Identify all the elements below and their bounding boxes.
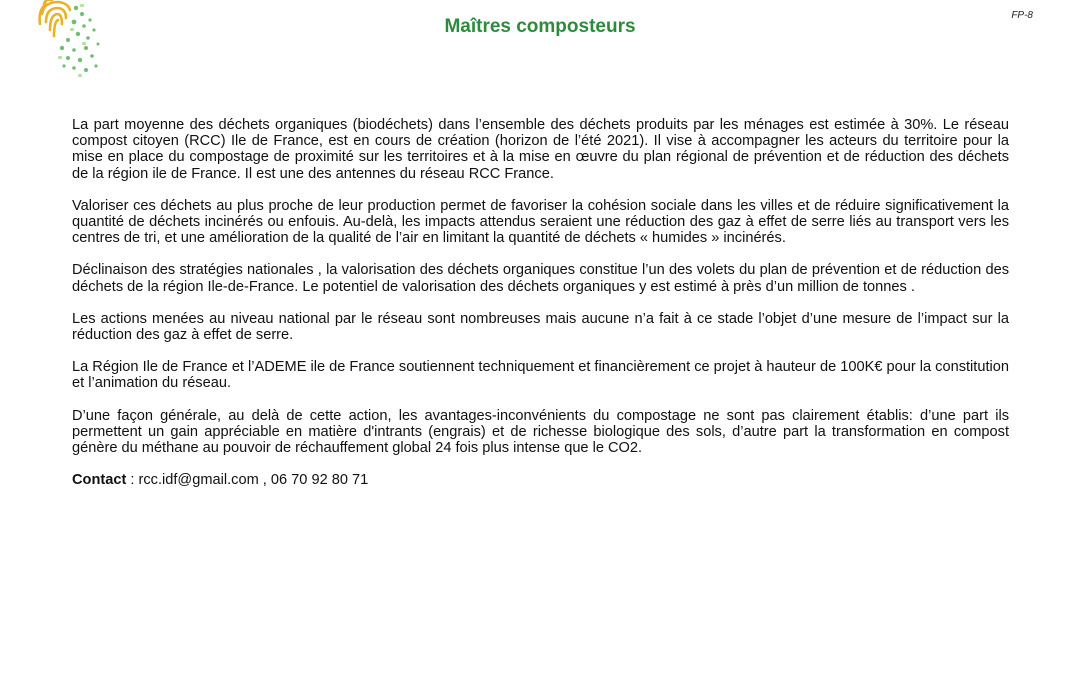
paragraph-national-actions: Les actions menées au niveau national par le réseau sont nombreuses mais aucune n’a fait à ce stade l’objet d’une mesure de l’impact sur la réduction des gaz à effet de serre. — [72, 310, 1009, 344]
paragraph-strategies: Déclinaison des stratégies nationales , la valorisation des déchets organiques constitue l’un des volets du plan de prévention et de réduction des déchets de la région Ile-de-France. Le potentiel de valorisation des déchets organiques y est estimé à près d’un million de tonnes . — [72, 262, 1009, 295]
document-reference: FP-8 — [1011, 10, 1033, 21]
contact-separator: : — [126, 472, 139, 489]
document-body — [72, 117, 1009, 488]
paragraph-pros-cons: D’une façon générale, au delà de cette action, les avantages-inconvénients du compostage ne sont pas clairement établis: d’une part ils permettent un gain appréciable en matière d'intrants (engrais) et de richesse biologique des sols, d’autre part la transformation en compost génère du méthane au pouvoir de réchauffement global 24 fois plus intense que le CO2. — [72, 407, 1009, 457]
paragraph-intro: La part moyenne des déchets organiques (biodéchets) dans l’ensemble des déchets produits par les ménages est estimée à 30%. Le réseau compost citoyen (RCC) Ile de France, est en cours de création (horizon de l’été 2021). Il vise à accompagner les acteurs du territoire pour la mise en place du compostage de proximité sur les territoires et à la mise en œuvre du plan régional de prévention et de réduction des déchets de la région ile de France. Il est une des antennes du réseau RCC France. — [72, 117, 1009, 182]
paragraph-funding: La Région Ile de France et l’ADEME ile de France soutiennent techniquement et financièrement ce projet à hauteur de 100K€ pour la constitution et l’animation du réseau. — [72, 359, 1009, 392]
page-title: Maîtres composteurs — [444, 16, 636, 37]
contact-value: rcc.idf@gmail.com , 06 70 92 80 71 — [138, 472, 369, 489]
paragraph-benefits: Valoriser ces déchets au plus proche de leur production permet de favoriser la cohésion sociale dans les villes et de réduire significativement la quantité de déchets incinérés ou enfouis. Au-delà, les impacts attendus seraient une réduction des gaz à effet de serre liés au transport vers les centres de tri, et une amélioration de la qualité de l’air en limitant la quantité de déchets « humides » incinérés. — [72, 197, 1009, 247]
contact-label: Contact — [72, 472, 127, 489]
contact-line — [72, 472, 1009, 488]
fingerprint-leaf-logo-icon — [38, 0, 128, 80]
